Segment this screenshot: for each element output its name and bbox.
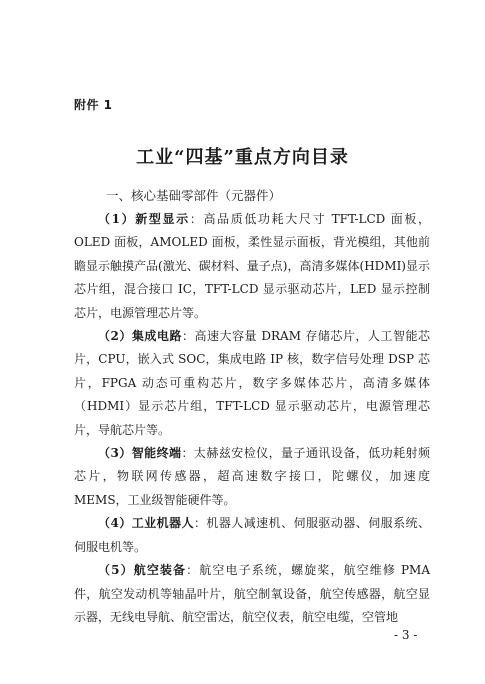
paragraph-label: （2）集成电路 — [98, 329, 182, 344]
paragraph-label: （1）新型显示 — [98, 212, 190, 226]
attachment-label: 附件 1 — [74, 98, 113, 112]
page-number: - 3 - — [394, 628, 418, 642]
paragraph-industrial-robot — [74, 512, 430, 559]
paragraph-integrated-circuit — [74, 325, 430, 442]
document-title: 工业“四基”重点方向目录 — [136, 147, 349, 168]
paragraph-text: ：高速大容量 DRAM 存储芯片，人工智能芯片，CPU，嵌入式 SOC，集成电路 IP 核，数字信号处理 DSP 芯片，FPGA 动态可重构芯片，数字多媒体芯片，高清多媒体（HDMI）显示芯片组，TFT-LCD 显示驱动芯片，电源管理芯片，导航芯片等。 — [74, 329, 430, 437]
paragraph-text: ：太赫兹安检仪，量子通讯设备，低功耗射频芯片，物联网传感器，超高速数字接口，陀螺仪，加速度 MEMS，工业级智能硬件等。 — [74, 446, 430, 507]
paragraph-label: （4）工业机器人 — [98, 516, 194, 531]
paragraph-aviation-equipment — [74, 559, 430, 629]
paragraph-text: ：机器人减速机、伺服驱动器、伺服系统、伺服电机等。 — [74, 516, 430, 554]
document-body — [74, 208, 430, 629]
paragraph-text: ：航空电子系统，螺旋桨，航空维修 PMA 件，航空发动机等轴晶叶片，航空制氧设备，航空传感器，航空显示器，无线电导航、航空雷达，航空仪表，航空电缆，空管地 — [74, 563, 430, 624]
paragraph-label: （3）智能终端 — [98, 446, 182, 461]
paragraph-smart-terminal — [74, 442, 430, 512]
paragraph-text: ：高品质低功耗大尺寸 TFT-LCD 面板，OLED 面板，AMOLED 面板，柔性显示面板，背光模组，其他前瞻显示触摸产品(激光、碳材料、量子点)，高清多媒体(HDMI)显示芯片组，混合接口 IC，TFT-LCD 显示驱动芯片，LED 显示控制芯片，电源管理芯片等。 — [74, 212, 430, 320]
section-heading: 一、核心基础零部件（元器件） — [106, 188, 282, 203]
paragraph-label: （5）航空装备 — [98, 563, 187, 578]
paragraph-new-display — [74, 208, 430, 325]
